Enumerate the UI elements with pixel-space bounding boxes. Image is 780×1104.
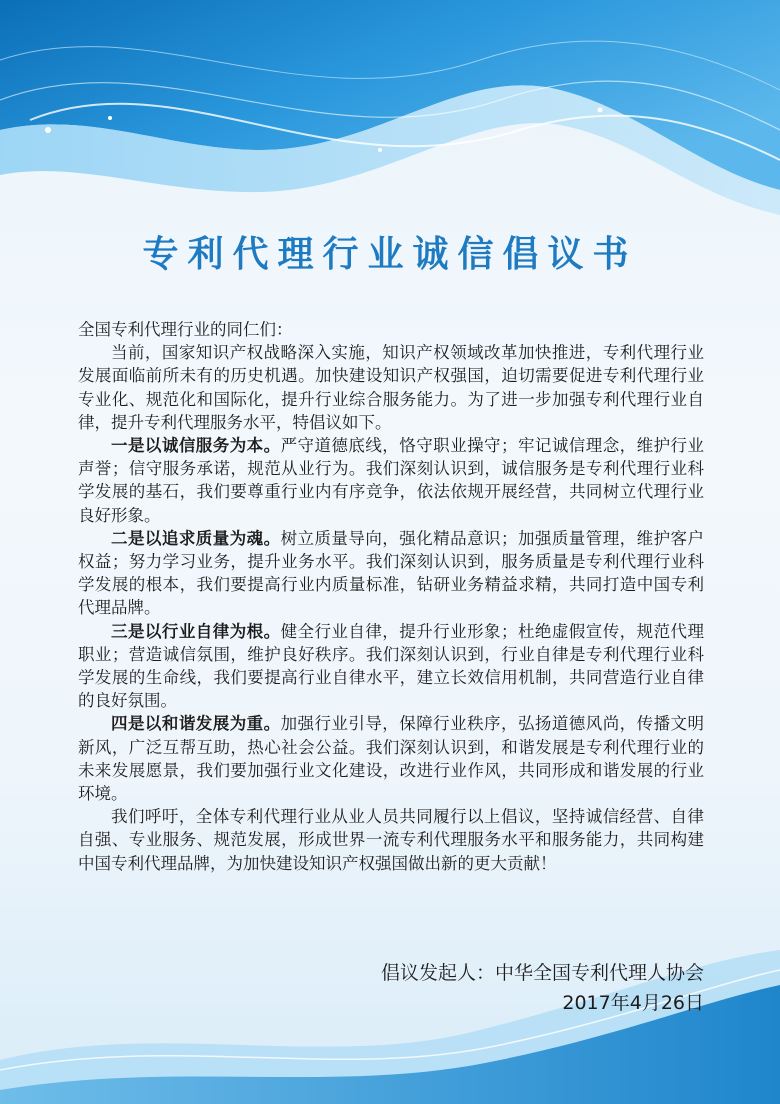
intro-paragraph: 当前，国家知识产权战略深入实施，知识产权领域改革加快推进，专利代理行业发展面临前所未有的历史机遇。加快建设知识产权强国，迫切需要促进专利代理行业专业化、规范化和国际化，提升行业综合服务能力。为了进一步加强专利代理行业自律，提升专利代理服务水平，特倡议如下。: [78, 343, 704, 432]
signature-block: [381, 958, 704, 1018]
page-title: 专利代理行业诚信倡议书: [142, 234, 638, 275]
sparkle-dot: [598, 108, 603, 113]
letter-body: [78, 318, 704, 875]
point-text: 树立质量导向，强化精品意识；加强质量管理，维护客户权益；努力学习业务，提升业务水平。我们深刻认识到，服务质量是专利代理行业科学发展的根本，我们要提高行业内质量标准，钻研业务精益求精，共同打造中国专利代理品牌。: [78, 528, 705, 618]
point-text: 加强行业引导，保障行业秩序，弘扬道德风尚，传播文明新风，广泛互帮互助，热心社会公益。我们深刻认识到，和谐发展是专利代理行业的未来发展愿景，我们要加强行业文化建设，改进行业作风，共同形成和谐发展的行业环境。: [78, 714, 705, 804]
point-heading: 二是以追求质量为魂。: [111, 528, 281, 548]
point-heading: 四是以和谐发展为重。: [111, 714, 281, 734]
closing-paragraph: 我们呼吁，全体专利代理行业从业人员共同履行以上倡议，坚持诚信经营、自律自强、专业服务、规范发展，形成世界一流专利代理服务水平和服务能力，共同构建中国专利代理品牌，为加快建设知识产权强国做出新的更大贡献！: [78, 807, 704, 873]
date: 2017年4月26日: [562, 992, 704, 1014]
point-paragraph: [78, 712, 704, 805]
point-paragraph: [78, 434, 704, 527]
point-text: 健全行业自律，提升行业形象；杜绝虚假宣传，规范代理职业；营造诚信氛围，维护良好秩序。我们深刻认识到，行业自律是专利代理行业科学发展的生命线，我们要提高行业自律水平，建立长效信用机制，共同营造行业自律的良好氛围。: [78, 621, 705, 711]
point-paragraph: [78, 620, 704, 713]
point-text: 严守道德底线，恪守职业操守；牢记诚信理念，维护行业声誉；信守服务承诺，规范从业行为。我们深刻认识到，诚信服务是专利代理行业科学发展的基石，我们要尊重行业内有序竞争，依法依规开展经营，共同树立代理行业良好形象。: [78, 436, 705, 525]
sparkle-dot: [108, 116, 112, 120]
point-paragraph: [78, 527, 704, 620]
point-heading: 一是以诚信服务为本。: [111, 436, 281, 456]
sparkle-dot: [45, 127, 51, 133]
initiator: 倡议发起人：中华全国专利代理人协会: [380, 962, 704, 984]
greeting: 全国专利代理行业的同仁们：: [78, 320, 293, 339]
point-heading: 三是以行业自律为根。: [111, 621, 281, 641]
sparkle-dot: [378, 148, 382, 152]
